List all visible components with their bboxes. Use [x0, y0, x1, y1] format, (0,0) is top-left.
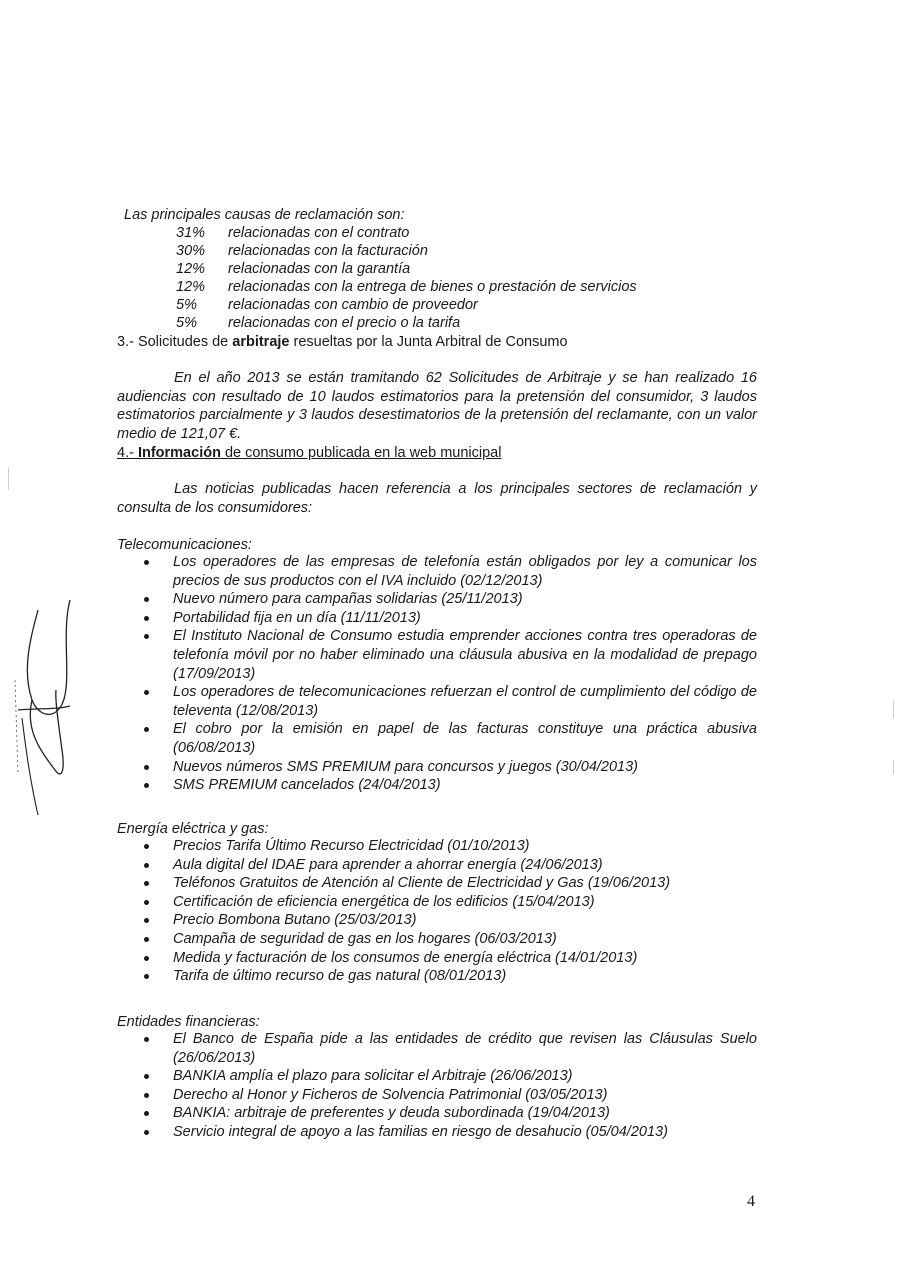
cause-pct: 30%	[176, 243, 206, 259]
list-item-text: SMS PREMIUM cancelados (24/04/2013)	[173, 777, 441, 794]
list-item-text: BANKIA: arbitraje de preferentes y deuda subordinada (19/04/2013)	[173, 1105, 610, 1122]
list-item	[117, 949, 757, 968]
bullet-icon	[144, 634, 149, 639]
list-item	[117, 776, 757, 795]
list-item-text: Derecho al Honor y Ficheros de Solvencia Patrimonial (03/05/2013)	[173, 1086, 608, 1103]
list-item	[117, 837, 757, 856]
cause-text: relacionadas con la facturación	[228, 243, 428, 259]
section3-suffix: resueltas por la Junta Arbitral de Consumo	[289, 334, 568, 350]
bullet-icon	[144, 560, 149, 565]
cause-pct: 5%	[176, 315, 197, 331]
bullet-icon	[144, 1111, 149, 1116]
list-item-text: Certificación de eficiencia energética de los edificios (15/04/2013)	[173, 893, 595, 910]
list-item-text: Precios Tarifa Último Recurso Electricidad (01/10/2013)	[173, 838, 530, 854]
list-item	[117, 609, 757, 628]
section4-prefix: 4.-	[117, 445, 138, 461]
list-item-text: Aula digital del IDAE para aprender a ahorrar energía (24/06/2013)	[173, 856, 603, 873]
telecom-label: Telecomunicaciones:	[117, 537, 252, 553]
cause-text: relacionadas con el precio o la tarifa	[228, 315, 461, 331]
list-item-text: Nuevo número para campañas solidarias (25/11/2013)	[173, 591, 523, 608]
bullet-icon	[144, 881, 149, 886]
section3-heading	[117, 333, 568, 351]
list-item	[117, 627, 757, 683]
list-item	[117, 1030, 757, 1067]
list-item-text: Nuevos números SMS PREMIUM para concursos y juegos (30/04/2013)	[173, 758, 639, 775]
list-item-text: Precio Bombona Butano (25/03/2013)	[173, 912, 417, 929]
bullet-icon	[144, 597, 149, 602]
list-item-text: Teléfonos Gratuitos de Atención al Cliente de Electricidad y Gas (19/06/2013)	[173, 875, 671, 892]
list-item-text: Portabilidad fija en un día (11/11/2013)	[173, 609, 421, 626]
list-item	[117, 553, 757, 590]
list-item	[117, 1086, 757, 1105]
list-item-text: Los operadores de telecomunicaciones refuerzan el control de cumplimiento del código de televenta (12/08/2013)	[173, 684, 757, 719]
bullet-icon	[144, 900, 149, 905]
cause-text: relacionadas con el contrato	[228, 225, 410, 241]
list-item	[117, 856, 757, 875]
scan-mark	[8, 468, 9, 490]
list-item	[117, 893, 757, 912]
bullet-icon	[144, 783, 149, 788]
list-item	[117, 1104, 757, 1123]
cause-pct: 31%	[176, 225, 206, 241]
bullet-icon	[144, 844, 149, 849]
list-item-text: Tarifa de último recurso de gas natural (08/01/2013)	[173, 968, 507, 985]
bullet-icon	[144, 1074, 149, 1079]
list-item-text: Campaña de seguridad de gas en los hogares (06/03/2013)	[173, 930, 557, 947]
page-number: 4	[747, 1193, 755, 1210]
list-item-text: Los operadores de las empresas de telefonía están obligados por ley a comunicar los precios de sus productos con el IVA incluido (02/12/2013)	[173, 554, 757, 589]
list-item	[117, 1067, 757, 1086]
cause-text: relacionadas con la garantía	[228, 261, 411, 277]
section4-paragraph: Las noticias publicadas hacen referencia a los principales sectores de reclamación y consulta de los consumidores:	[117, 481, 757, 516]
list-item-text: BANKIA amplía el plazo para solicitar el Arbitraje (26/06/2013)	[173, 1068, 573, 1085]
list-item-text: El Instituto Nacional de Consumo estudia emprender acciones contra tres operadoras de telefonía móvil por no haber eliminado una cláusula abusiva en la modalidad de prepago (17/09/2013)	[173, 628, 757, 682]
bullet-icon	[144, 1093, 149, 1098]
bullet-icon	[144, 974, 149, 979]
finance-label: Entidades financieras:	[117, 1014, 260, 1030]
bullet-icon	[144, 1130, 149, 1135]
bullet-icon	[144, 1037, 149, 1042]
scan-mark	[893, 760, 894, 774]
bullet-icon	[144, 937, 149, 942]
scan-mark	[893, 700, 894, 718]
section4-suffix: de consumo publicada en la web municipal	[220, 445, 502, 461]
energy-label: Energía eléctrica y gas:	[117, 821, 269, 837]
cause-pct: 5%	[176, 297, 197, 313]
cause-pct: 12%	[176, 261, 206, 277]
list-item	[117, 911, 757, 930]
list-item	[117, 758, 757, 777]
bullet-icon	[144, 918, 149, 923]
cause-text: relacionadas con cambio de proveedor	[228, 297, 478, 313]
section3-bold: arbitraje	[232, 334, 290, 350]
section4-bold: Información	[137, 445, 221, 461]
bullet-icon	[144, 765, 149, 770]
list-item-text: Servicio integral de apoyo a las familias en riesgo de desahucio (05/04/2013)	[173, 1123, 668, 1140]
list-item	[117, 874, 757, 893]
energy-list	[117, 837, 757, 986]
bullet-icon	[144, 616, 149, 621]
causes-intro: Las principales causas de reclamación son:	[124, 207, 405, 223]
list-item	[117, 683, 757, 720]
list-item	[117, 720, 757, 757]
list-item	[117, 1123, 757, 1142]
list-item-text: El cobro por la emisión en papel de las facturas constituye una práctica abusiva (06/08/2013)	[173, 721, 757, 756]
telecom-list	[117, 553, 757, 795]
signature-icon	[10, 600, 100, 830]
section4-heading	[117, 444, 501, 462]
list-item	[117, 590, 757, 609]
section3-paragraph: En el año 2013 se están tramitando 62 Solicitudes de Arbitraje y se han realizado 16 audiencias con resultado de 10 laudos estimatorios para la pretensión del consumidor, 3 laudos estimatorios parcialmente y 3 laudos desestimatorios de la pretensión del reclamante, con un valor medio de 121,07 €.	[117, 370, 757, 442]
cause-pct: 12%	[176, 279, 206, 295]
list-item-text: Medida y facturación de los consumos de energía eléctrica (14/01/2013)	[173, 949, 638, 966]
list-item-text: El Banco de España pide a las entidades de crédito que revisen las Cláusulas Suelo (26/06/2013)	[173, 1031, 757, 1066]
cause-text: relacionadas con la entrega de bienes o prestación de servicios	[228, 279, 637, 295]
bullet-icon	[144, 727, 149, 732]
bullet-icon	[144, 690, 149, 695]
list-item	[117, 967, 757, 986]
finance-list	[117, 1030, 757, 1142]
bullet-icon	[144, 863, 149, 868]
section3-prefix: 3.- Solicitudes de	[117, 334, 233, 350]
bullet-icon	[144, 956, 149, 961]
list-item	[117, 930, 757, 949]
